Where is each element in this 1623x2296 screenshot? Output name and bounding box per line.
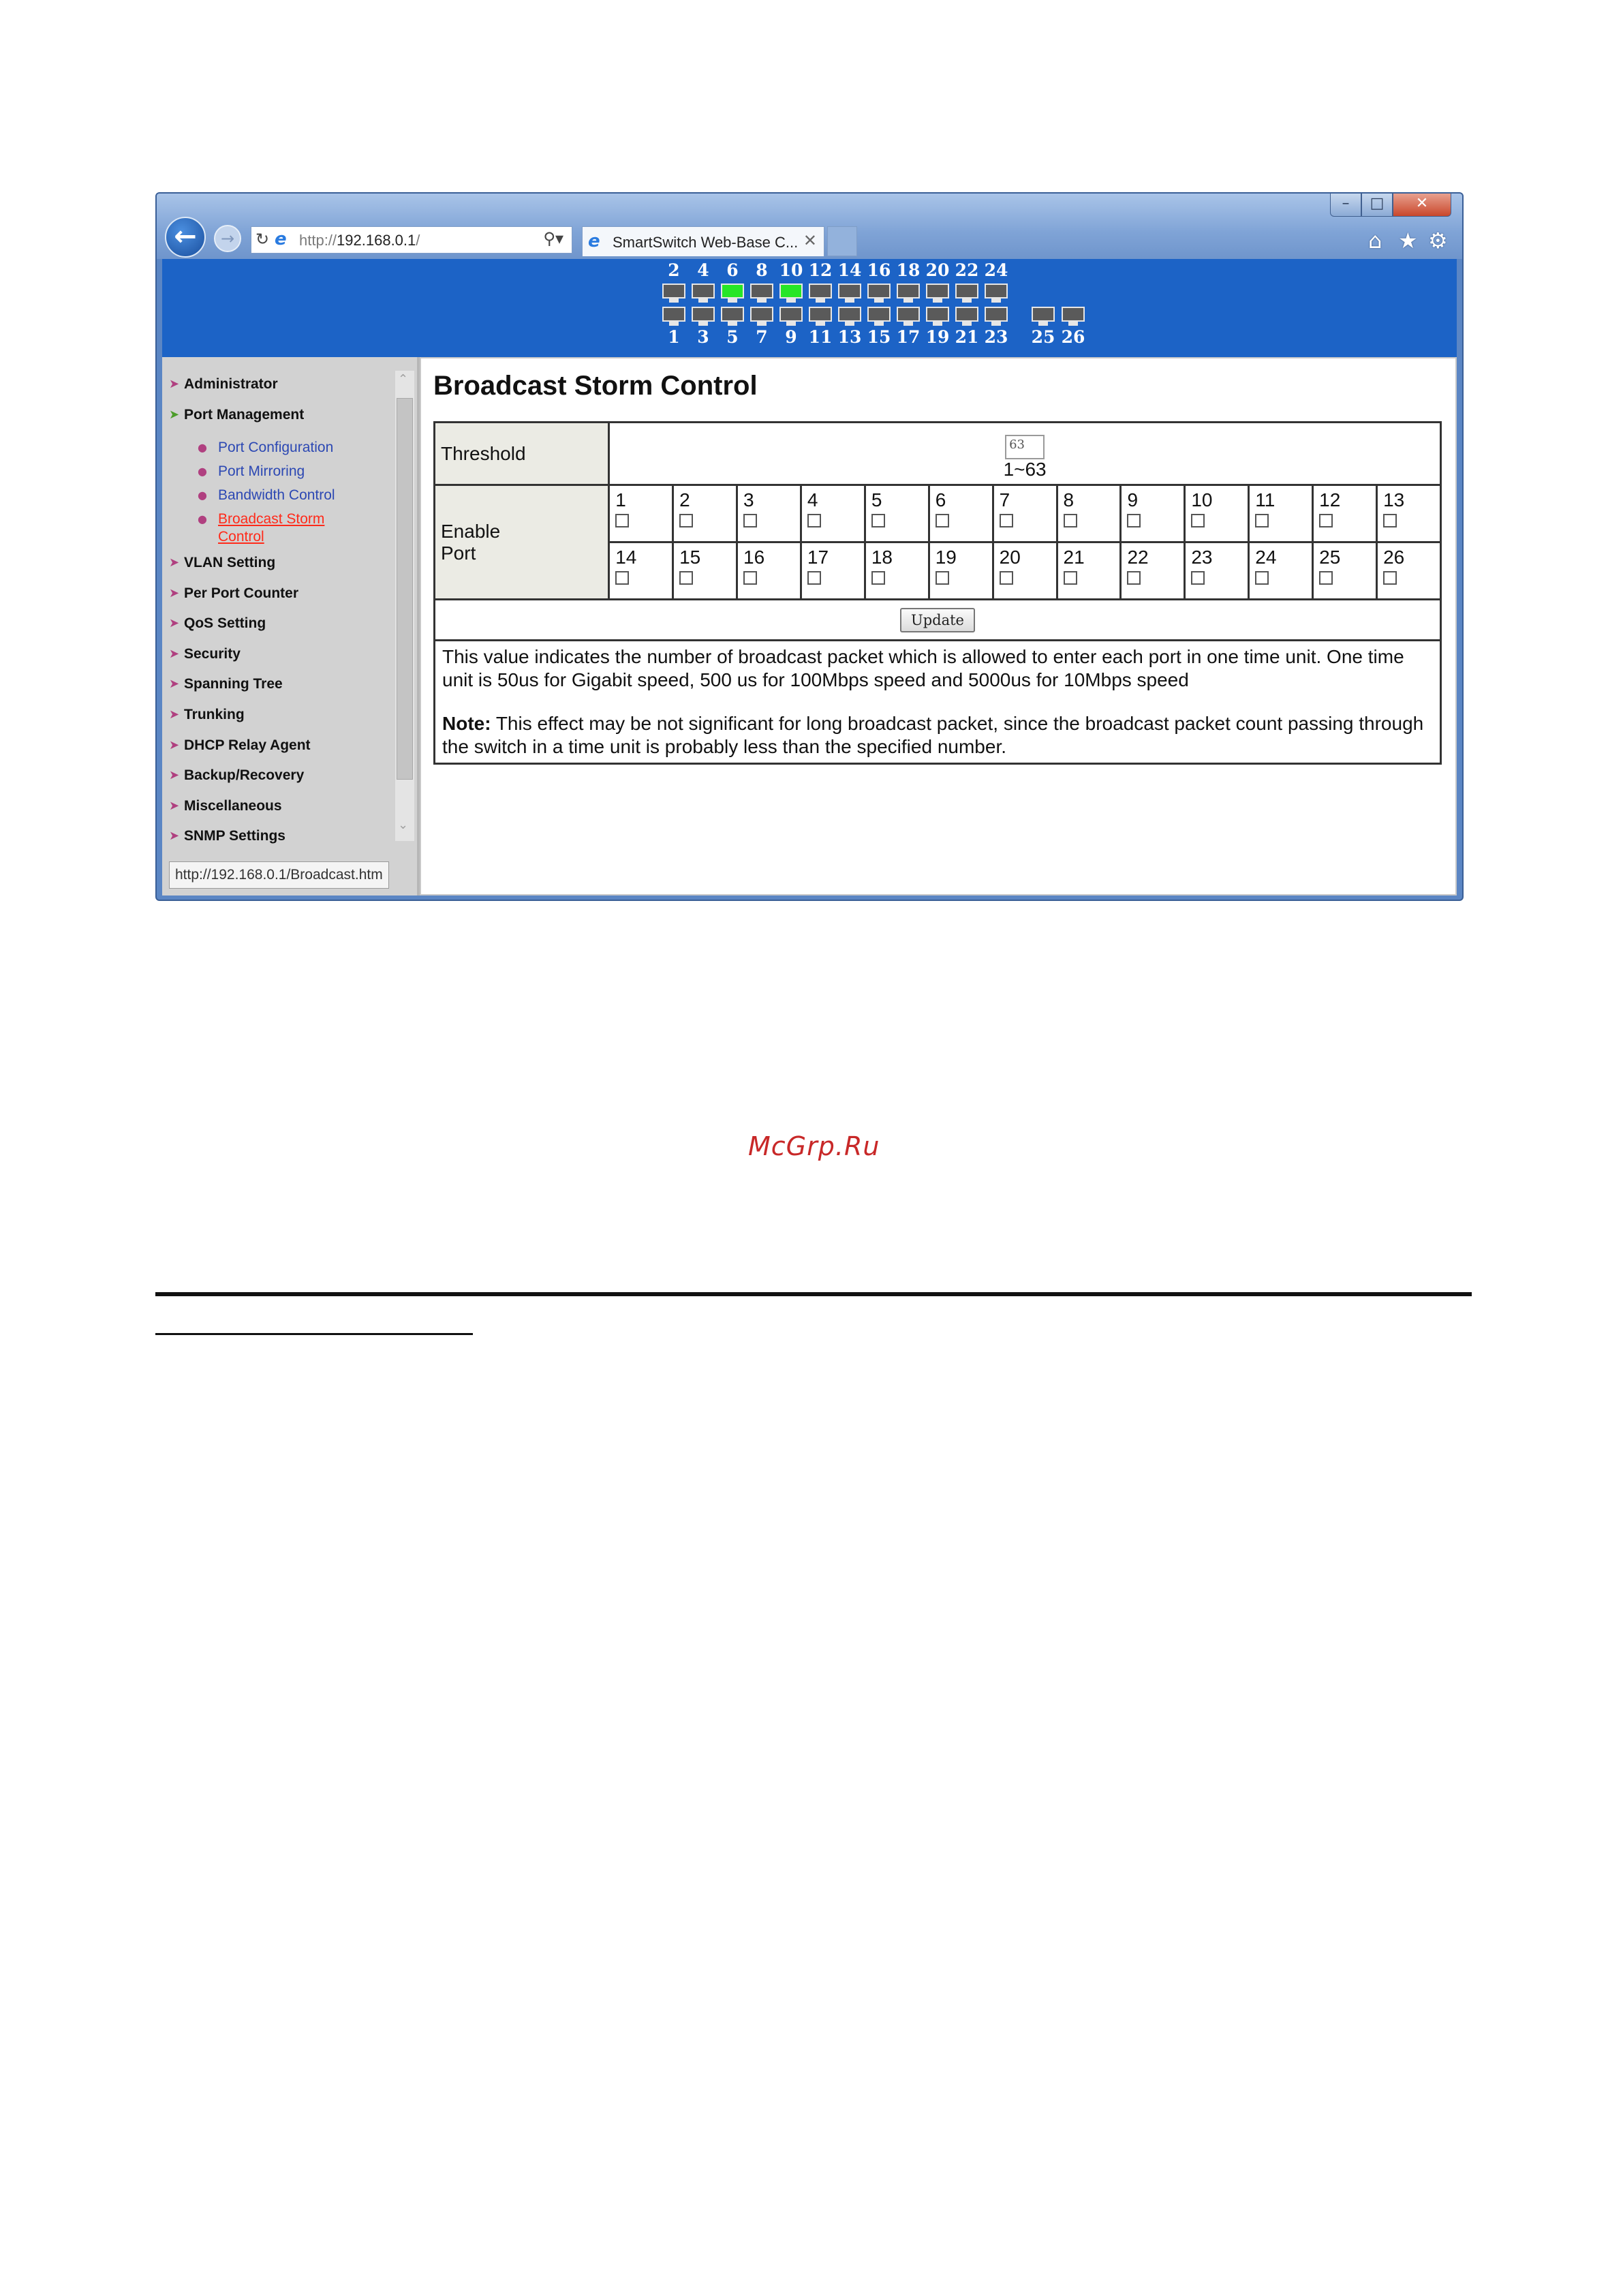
port-icon-22[interactable] <box>955 284 978 299</box>
port-icon-18[interactable] <box>897 284 920 299</box>
port-icon-8[interactable] <box>750 284 773 299</box>
enable-port-checkbox-20[interactable] <box>1000 571 1013 585</box>
menu-dhcp-relay-agent[interactable]: ➤ DHCP Relay Agent <box>169 737 311 753</box>
port-number-10: 10 <box>779 260 803 280</box>
port-label: 1 <box>615 489 626 510</box>
home-icon[interactable]: ⌂ <box>1368 228 1382 254</box>
enable-port-checkbox-16[interactable] <box>743 571 757 585</box>
menu-per-port-counter[interactable]: ➤ Per Port Counter <box>169 585 299 601</box>
port-number-16: 16 <box>867 260 891 280</box>
url-text[interactable]: http://192.168.0.1/ <box>299 232 420 249</box>
port-label: 25 <box>1319 547 1341 568</box>
port-number-1: 1 <box>668 327 680 347</box>
port-number-2: 2 <box>668 260 680 280</box>
enable-port-checkbox-19[interactable] <box>936 571 949 585</box>
menu-port-management[interactable]: ➤ Port Management <box>169 407 305 423</box>
menu-arrow-icon: ➤ <box>169 585 180 600</box>
enable-port-checkbox-17[interactable] <box>807 571 821 585</box>
port-icon-9[interactable] <box>779 307 803 322</box>
port-icon-6[interactable] <box>721 284 744 299</box>
enable-port-checkbox-5[interactable] <box>871 514 885 527</box>
port-number-5: 5 <box>726 327 739 347</box>
port-icon-5[interactable] <box>721 307 744 322</box>
menu-expanded-icon: ➤ <box>169 408 180 422</box>
menu-vlan-setting[interactable]: ➤ VLAN Setting <box>169 555 276 570</box>
browser-window <box>155 192 1464 901</box>
port-icon-24[interactable] <box>985 284 1008 299</box>
port-label: 3 <box>743 489 754 510</box>
tab-close-icon[interactable]: ✕ <box>803 231 817 250</box>
port-cell-22 <box>1121 542 1185 600</box>
menu-administrator[interactable]: ➤ Administrator <box>169 376 278 392</box>
bullet-icon: ● <box>198 465 207 478</box>
port-icon-13[interactable] <box>838 307 861 322</box>
port-number-26: 26 <box>1061 327 1085 347</box>
port-icon-17[interactable] <box>897 307 920 322</box>
tab-title: SmartSwitch Web-Base C... <box>613 234 799 251</box>
sidebar-scrollbar[interactable] <box>395 371 414 841</box>
menu-arrow-icon: ➤ <box>169 737 180 752</box>
enable-port-checkbox-12[interactable] <box>1319 514 1333 527</box>
enable-port-checkbox-14[interactable] <box>615 571 629 585</box>
enable-port-checkbox-25[interactable] <box>1319 571 1333 585</box>
port-cell-1 <box>609 485 673 542</box>
port-cell-19 <box>929 542 993 600</box>
enable-port-checkbox-15[interactable] <box>679 571 693 585</box>
port-cell-21 <box>1057 542 1121 600</box>
port-icon-2[interactable] <box>662 284 685 299</box>
threshold-range: 1~63 <box>1003 459 1047 480</box>
enable-port-checkbox-21[interactable] <box>1064 571 1077 585</box>
port-icon-12[interactable] <box>809 284 832 299</box>
port-number-21: 21 <box>955 327 979 347</box>
port-label: 8 <box>1063 489 1075 510</box>
port-cell-18 <box>865 542 929 600</box>
port-number-23: 23 <box>984 327 1008 347</box>
menu-trunking[interactable]: ➤ Trunking <box>169 707 245 722</box>
menu-security[interactable]: ➤ Security <box>169 645 241 662</box>
tab-smartswitch[interactable] <box>582 226 824 256</box>
threshold-input[interactable]: 63 <box>1005 435 1045 459</box>
watermark-text: McGrp.Ru <box>748 1131 880 1161</box>
refresh-icon[interactable]: ↻ <box>256 230 270 249</box>
menu-arrow-icon: ➤ <box>169 377 180 391</box>
port-number-18: 18 <box>896 260 921 280</box>
port-icon-11[interactable] <box>809 307 832 322</box>
threshold-cell <box>609 423 1441 485</box>
enable-port-checkbox-24[interactable] <box>1255 571 1269 585</box>
enable-port-checkbox-22[interactable] <box>1127 571 1141 585</box>
port-icon-1[interactable] <box>662 307 685 322</box>
port-label: 7 <box>999 489 1010 510</box>
menu-arrow-icon: ➤ <box>169 707 180 722</box>
port-cell-15 <box>673 542 737 600</box>
enable-port-checkbox-4[interactable] <box>807 514 821 527</box>
port-label: 10 <box>1191 489 1213 510</box>
footnote-rule <box>155 1333 473 1335</box>
browser-titlebar <box>157 194 1462 259</box>
bullet-icon: ● <box>198 441 207 454</box>
port-label: 5 <box>871 489 882 510</box>
enable-port-checkbox-3[interactable] <box>743 514 757 527</box>
port-cell-4 <box>801 485 865 542</box>
port-cell-16 <box>737 542 801 600</box>
update-cell <box>435 600 1441 641</box>
port-label: 15 <box>679 547 701 568</box>
port-cell-12 <box>1313 485 1377 542</box>
port-label: 19 <box>935 547 957 568</box>
port-label: 21 <box>1063 547 1085 568</box>
port-icon-4[interactable] <box>692 284 715 299</box>
page-divider-line <box>155 1292 1472 1296</box>
enable-port-checkbox-23[interactable] <box>1191 571 1205 585</box>
port-label: 9 <box>1127 489 1139 510</box>
menu-arrow-icon: ➤ <box>169 616 180 631</box>
description-text: This value indicates the number of broadcast packet which is allowed to enter each port in one time unit. One time unit is 50us for Gigabit speed, 500 us for 100Mbps speed and 5000us for 10Mbps speed <box>442 646 1404 690</box>
port-label: 12 <box>1319 489 1341 510</box>
port-number-11: 11 <box>808 327 833 347</box>
port-cell-8 <box>1057 485 1121 542</box>
port-label: 23 <box>1191 547 1213 568</box>
port-label: 20 <box>999 547 1021 568</box>
port-number-17: 17 <box>896 327 921 347</box>
port-number-6: 6 <box>726 260 739 280</box>
storm-control-table <box>433 421 1442 765</box>
scroll-thumb[interactable] <box>397 398 413 780</box>
menu-arrow-icon: ➤ <box>169 798 180 813</box>
menu-spanning-tree[interactable]: ➤ Spanning Tree <box>169 676 283 692</box>
port-cell-13 <box>1377 485 1441 542</box>
submenu-bandwidth-control[interactable]: ● Bandwidth Control <box>198 487 335 503</box>
menu-snmp-settings[interactable]: ➤ SNMP Settings <box>169 828 285 844</box>
port-number-14: 14 <box>837 260 862 280</box>
submenu-port-configuration[interactable]: ● Port Configuration <box>198 440 334 455</box>
port-icon-21[interactable] <box>955 307 978 322</box>
description-cell <box>435 641 1441 764</box>
port-icon-20[interactable] <box>926 284 949 299</box>
menu-miscellaneous[interactable]: ➤ Miscellaneous <box>169 797 282 814</box>
maximize-button[interactable]: □ <box>1361 194 1393 217</box>
ie-tab-icon: e <box>588 231 600 251</box>
port-cell-7 <box>993 485 1057 542</box>
port-label: 2 <box>679 489 690 510</box>
address-bar[interactable] <box>251 226 572 254</box>
menu-arrow-icon: ➤ <box>169 677 180 692</box>
enable-port-checkbox-11[interactable] <box>1255 514 1269 527</box>
enable-port-checkbox-6[interactable] <box>936 514 949 527</box>
web-page <box>162 259 1457 896</box>
port-cell-9 <box>1121 485 1185 542</box>
port-label: 6 <box>935 489 946 510</box>
scroll-down-icon[interactable]: ⌄ <box>398 818 409 832</box>
port-label: 14 <box>615 547 637 568</box>
menu-arrow-icon: ➤ <box>169 555 180 570</box>
enable-port-checkbox-10[interactable] <box>1191 514 1205 527</box>
new-tab-button[interactable] <box>827 226 857 256</box>
port-icon-15[interactable] <box>867 307 891 322</box>
submenu-port-mirroring[interactable]: ● Port Mirroring <box>198 463 305 479</box>
status-url-tooltip: http://192.168.0.1/Broadcast.htm <box>169 861 389 889</box>
menu-qos-setting[interactable]: ➤ QoS Setting <box>169 615 266 632</box>
port-cell-10 <box>1185 485 1249 542</box>
port-number-19: 19 <box>925 327 950 347</box>
favorites-star-icon[interactable]: ★ <box>1398 228 1418 254</box>
port-number-4: 4 <box>697 260 709 280</box>
port-label: 13 <box>1383 489 1405 510</box>
port-label: 4 <box>807 489 818 510</box>
update-button[interactable]: Update <box>900 608 975 632</box>
gear-icon[interactable]: ⚙ <box>1428 228 1448 254</box>
ie-page-icon: e <box>275 229 287 249</box>
port-number-22: 22 <box>955 260 979 280</box>
page-title: Broadcast Storm Control <box>433 371 758 401</box>
enable-port-checkbox-8[interactable] <box>1064 514 1077 527</box>
port-label: 11 <box>1255 489 1276 510</box>
port-number-3: 3 <box>697 327 709 347</box>
port-cell-23 <box>1185 542 1249 600</box>
port-label: 18 <box>871 547 893 568</box>
port-icon-19[interactable] <box>926 307 949 322</box>
enable-port-checkbox-18[interactable] <box>871 571 885 585</box>
port-cell-11 <box>1249 485 1313 542</box>
port-number-20: 20 <box>925 260 950 280</box>
port-label: 22 <box>1127 547 1149 568</box>
port-cell-26 <box>1377 542 1441 600</box>
port-icon-10[interactable] <box>779 284 803 299</box>
port-cell-6 <box>929 485 993 542</box>
forward-button[interactable]: → <box>214 225 241 252</box>
menu-backup-recovery[interactable]: ➤ Backup/Recovery <box>169 767 305 784</box>
port-number-25: 25 <box>1031 327 1055 347</box>
submenu-broadcast-storm-control[interactable]: ● Broadcast Storm Control <box>198 511 325 545</box>
enable-port-checkbox-13[interactable] <box>1383 514 1397 527</box>
port-label: 17 <box>807 547 829 568</box>
sidebar <box>162 357 420 896</box>
threshold-label: Threshold <box>435 423 609 485</box>
scroll-up-icon[interactable]: ⌃ <box>398 372 409 386</box>
port-label: 24 <box>1255 547 1277 568</box>
enable-port-checkbox-26[interactable] <box>1383 571 1397 585</box>
enable-port-checkbox-9[interactable] <box>1127 514 1141 527</box>
note-text: Note: This effect may be not significant for long broadcast packet, since the broadcast packet count passing through the switch in a time unit is probably less than the specified number. <box>442 713 1424 757</box>
port-number-15: 15 <box>867 327 891 347</box>
port-status-panel <box>162 259 1457 357</box>
menu-arrow-icon: ➤ <box>169 646 180 661</box>
port-cell-25 <box>1313 542 1377 600</box>
minimize-button[interactable]: – <box>1330 194 1361 217</box>
port-icon-23[interactable] <box>985 307 1008 322</box>
port-row-1 <box>435 485 1441 542</box>
port-icon-16[interactable] <box>867 284 891 299</box>
port-cell-2 <box>673 485 737 542</box>
port-number-8: 8 <box>756 260 768 280</box>
port-number-13: 13 <box>837 327 862 347</box>
port-cell-3 <box>737 485 801 542</box>
search-dropdown-icon[interactable]: ⚲▾ <box>543 229 563 248</box>
bullet-icon: ● <box>198 512 207 525</box>
port-icon-7[interactable] <box>750 307 773 322</box>
enable-port-checkbox-1[interactable] <box>615 514 629 527</box>
enable-port-checkbox-7[interactable] <box>1000 514 1013 527</box>
port-number-24: 24 <box>984 260 1008 280</box>
enable-port-checkbox-2[interactable] <box>679 514 693 527</box>
port-cell-20 <box>993 542 1057 600</box>
port-icon-14[interactable] <box>838 284 861 299</box>
port-cell-17 <box>801 542 865 600</box>
port-icon-25[interactable] <box>1032 307 1055 322</box>
close-window-button[interactable]: ✕ <box>1393 194 1451 217</box>
port-label: 16 <box>743 547 765 568</box>
port-cell-14 <box>609 542 673 600</box>
main-content <box>420 357 1457 896</box>
port-number-9: 9 <box>785 327 797 347</box>
enable-port-label: Enable Port <box>435 485 609 600</box>
menu-arrow-icon: ➤ <box>169 829 180 844</box>
port-icon-26[interactable] <box>1062 307 1085 322</box>
back-button[interactable]: ← <box>165 217 206 258</box>
port-number-12: 12 <box>808 260 833 280</box>
menu-arrow-icon: ➤ <box>169 768 180 783</box>
port-cell-5 <box>865 485 929 542</box>
bullet-icon: ● <box>198 489 207 502</box>
port-number-7: 7 <box>756 327 768 347</box>
port-cell-24 <box>1249 542 1313 600</box>
port-icon-3[interactable] <box>692 307 715 322</box>
port-label: 26 <box>1383 547 1405 568</box>
